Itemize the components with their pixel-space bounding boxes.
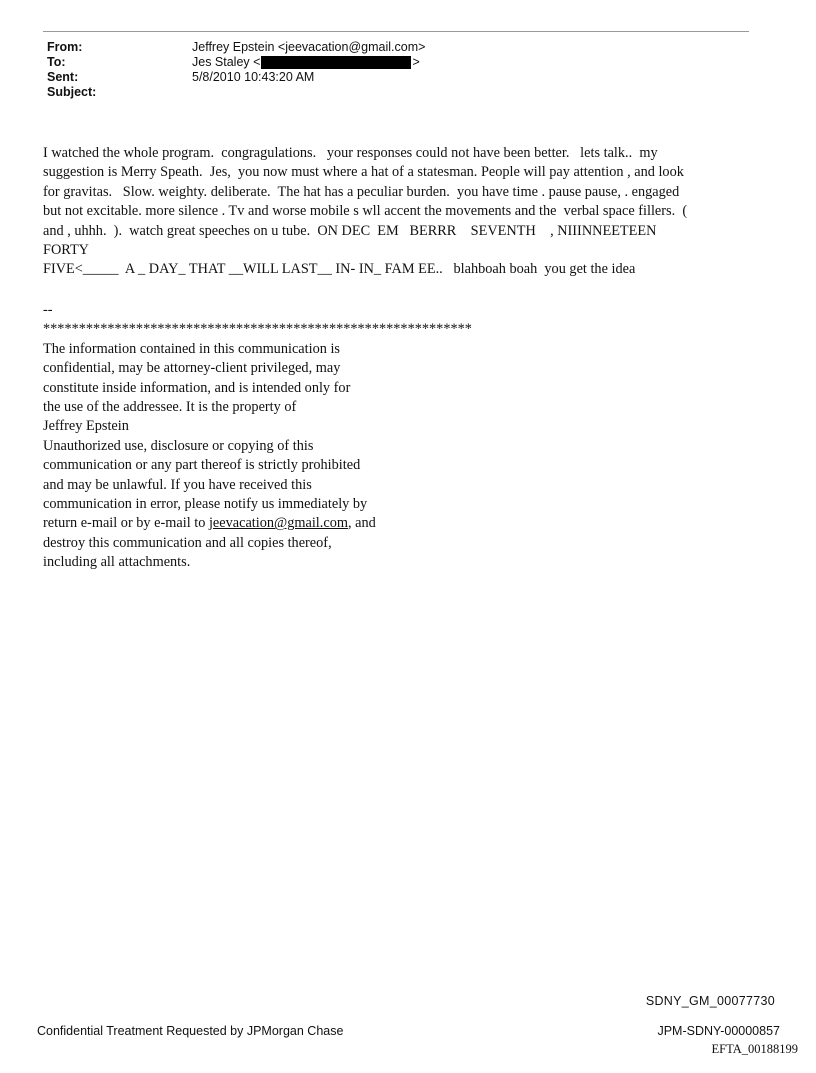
body-line: FIVE<_____ A _ DAY_ THAT __WILL LAST__ IN- IN_ FAM EE.. blahboah boah you get the idea (43, 261, 636, 278)
disclaimer-line: confidential, may be attorney-client privileged, may (43, 360, 341, 377)
disclaimer-line: communication in error, please notify us immediately by (43, 496, 368, 513)
from-value: Jeffrey Epstein <jeevacation@gmail.com> (192, 40, 426, 54)
from-row (47, 40, 425, 55)
body-line: FORTY (43, 242, 90, 259)
email-signature (43, 301, 472, 573)
body-line: I watched the whole program. congragulations. your responses could not have been better. lets talk.. my (43, 145, 658, 161)
sent-row (47, 70, 425, 85)
disclaimer-line: Jeffrey Epstein (43, 418, 129, 435)
from-label: From: (47, 40, 83, 54)
disclaimer-line: including all attachments. (43, 554, 191, 571)
disclaimer-line: The information contained in this communication is (43, 340, 340, 357)
bates-efta: EFTA_00188199 (711, 1042, 798, 1056)
disclaimer-line: communication or any part thereof is strictly prohibited (43, 457, 361, 474)
signature-dashes: -- (43, 302, 53, 318)
body-line: and , uhhh. ). watch great speeches on u tube. ON DEC EM BERRR SEVENTH , NIIINNEETEEN (43, 222, 657, 239)
subject-label: Subject: (47, 85, 97, 99)
return-suffix: , and (347, 515, 376, 532)
to-value (192, 55, 420, 70)
subject-row (47, 85, 425, 100)
return-prefix: return e-mail or by e-mail to (43, 515, 209, 532)
disclaimer-line: the use of the addressee. It is the property of (43, 399, 297, 416)
to-suffix: > (412, 55, 420, 69)
email-header (47, 40, 425, 100)
email-link[interactable]: jeevacation@gmail.com (208, 515, 348, 532)
body-line: for gravitas. Slow. weighty. deliberate. The hat has a peculiar burden. you have time . pause pause, . engaged (43, 183, 680, 200)
body-line: suggestion is Merry Speath. Jes, you now must where a hat of a statesman. People will pay attention , and look (43, 164, 684, 181)
email-body (43, 144, 753, 280)
disclaimer-line: Unauthorized use, disclosure or copying of this (43, 437, 314, 454)
signature-stars: ************************************************************ (43, 321, 472, 338)
bates-jpm: JPM-SDNY-00000857 (657, 1024, 780, 1038)
redaction-bar (261, 56, 411, 69)
header-divider (43, 31, 749, 32)
sent-value: 5/8/2010 10:43:20 AM (192, 70, 315, 84)
bates-sdny: SDNY_GM_00077730 (645, 994, 775, 1008)
disclaimer-line: and may be unlawful. If you have received this (43, 476, 312, 493)
to-row (47, 55, 425, 70)
disclaimer-line: destroy this communication and all copies thereof, (43, 534, 332, 551)
disclaimer-line: constitute inside information, and is intended only for (43, 379, 351, 396)
sent-label: Sent: (47, 70, 79, 84)
to-prefix: Jes Staley < (192, 55, 261, 69)
to-label: To: (47, 55, 66, 69)
body-line: but not excitable. more silence . Tv and worse mobile s wll accent the movements and the verbal space fillers. ( (43, 203, 688, 220)
confidential-notice: Confidential Treatment Requested by JPMorgan Chase (37, 1024, 344, 1038)
disclaimer-return-line (43, 514, 472, 533)
